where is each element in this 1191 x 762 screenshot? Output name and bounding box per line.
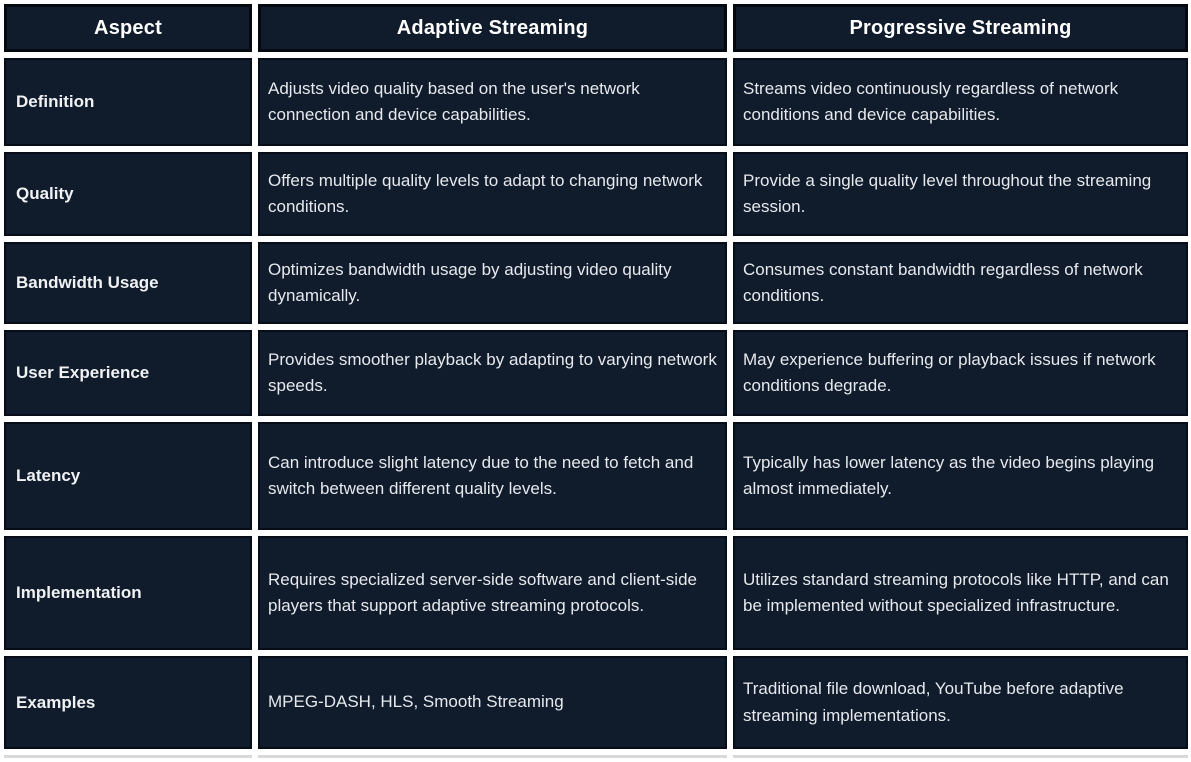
- row-label-user-experience: User Experience: [4, 330, 252, 416]
- row-label-examples: Examples: [4, 656, 252, 749]
- cell-text: Requires specialized server-side software and client-side players that support adaptive streaming protocols.: [268, 569, 697, 615]
- cell-text: Adjusts video quality based on the user's network connection and device capabilities.: [268, 78, 640, 124]
- cell-quality-progressive: [733, 152, 1188, 236]
- cell-text: MPEG-DASH, HLS, Smooth Streaming: [268, 692, 564, 712]
- cell-user-experience-adaptive: [258, 330, 727, 416]
- cell-text: Can introduce slight latency due to the need to fetch and switch between different quality levels.: [268, 452, 694, 498]
- row-label-definition: Definition: [4, 58, 252, 146]
- bottom-cutoff-strip: [258, 755, 727, 758]
- cell-text: Typically has lower latency as the video begins playing almost immediately.: [743, 452, 1155, 498]
- cell-text: Consumes constant bandwidth regardless of network conditions.: [743, 259, 1143, 305]
- cell-examples-progressive: [733, 656, 1188, 749]
- cell-latency-adaptive: [258, 422, 727, 530]
- bottom-cutoff-strip: [733, 755, 1188, 758]
- column-header-aspect: Aspect: [4, 4, 252, 52]
- cell-bandwidth-adaptive: [258, 242, 727, 324]
- cell-latency-progressive: [733, 422, 1188, 530]
- bottom-cutoff-strip: [4, 755, 252, 758]
- cell-bandwidth-progressive: [733, 242, 1188, 324]
- cell-text: May experience buffering or playback issues if network conditions degrade.: [743, 349, 1156, 395]
- cell-text: Utilizes standard streaming protocols like HTTP, and can be implemented without specialized infrastructure.: [743, 569, 1169, 615]
- cell-examples-adaptive: [258, 656, 727, 749]
- row-label-implementation: Implementation: [4, 536, 252, 650]
- cell-text: Offers multiple quality levels to adapt to changing network conditions.: [268, 170, 703, 216]
- row-label-bandwidth-usage: Bandwidth Usage: [4, 242, 252, 324]
- cell-text: Streams video continuously regardless of network conditions and device capabilities.: [743, 78, 1119, 124]
- row-label-latency: Latency: [4, 422, 252, 530]
- cell-definition-progressive: [733, 58, 1188, 146]
- column-header-progressive-streaming: Progressive Streaming: [733, 4, 1188, 52]
- cell-text: Optimizes bandwidth usage by adjusting video quality dynamically.: [268, 259, 672, 305]
- cell-text: Traditional file download, YouTube before adaptive streaming implementations.: [743, 679, 1124, 725]
- cell-quality-adaptive: [258, 152, 727, 236]
- cell-text: Provide a single quality level throughout the streaming session.: [743, 170, 1152, 216]
- cell-implementation-progressive: [733, 536, 1188, 650]
- cell-text: Provides smoother playback by adapting to varying network speeds.: [268, 349, 717, 395]
- column-header-adaptive-streaming: Adaptive Streaming: [258, 4, 727, 52]
- cell-user-experience-progressive: [733, 330, 1188, 416]
- cell-implementation-adaptive: [258, 536, 727, 650]
- row-label-quality: Quality: [4, 152, 252, 236]
- cell-definition-adaptive: [258, 58, 727, 146]
